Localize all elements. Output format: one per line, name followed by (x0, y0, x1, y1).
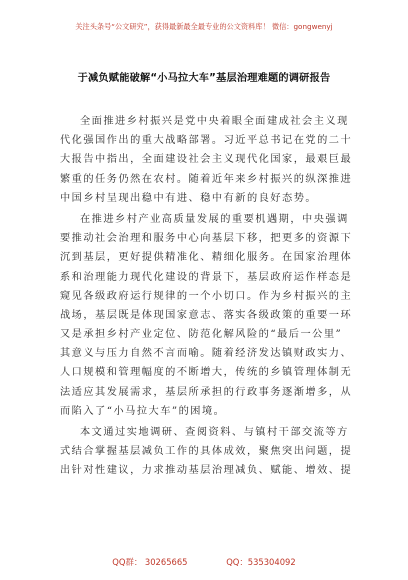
text-line: 式结合掌握基层减负工作的具体成效，聚焦突出问题，提 (60, 446, 353, 458)
document-title: 于减负赋能破解“小马拉大车”基层治理难题的调研报告 (77, 73, 331, 84)
footer-qq: QQ：535304092 (226, 557, 296, 567)
text-line: 代化强国作出的重大战略部署。习近平总书记在党的二十 (60, 135, 353, 147)
text-line: 大报告中指出，全面建设社会主义现代化国家，最艰巨最 (60, 154, 353, 166)
footer-qq-group: QQ群： 30265665 (112, 557, 188, 567)
text-line: 全面推进乡村振兴是党中央着眼全面建成社会主义现 (80, 116, 349, 127)
text-line: 人口规模和管理幅度的不断增大，传统的乡镇管理体制无 (60, 367, 353, 379)
text-line: 系和治理能力现代化建设的背景下，基层政府运作样态是 (60, 271, 353, 283)
text-line: 在推进乡村产业高质量发展的重要机遇期，中央强调 (80, 213, 349, 225)
paragraph-2 (60, 210, 360, 421)
paragraph-1 (60, 112, 360, 208)
header-note: 关注头条号“公文研究”，获得最新最全最专业的公文资料库！ 微信：gongwenyj (75, 22, 333, 31)
text-line: 又是承担乡村产业定位、防范化解风险的“最后一公里” (60, 329, 343, 341)
paragraph-3 (60, 423, 360, 481)
text-line: 本文通过实地调研、查阅资料、与镇村干部交流等方 (80, 427, 349, 438)
text-line: 战场，基层既是体现国家意志、落实各级政策的重要一环 (60, 309, 353, 321)
text-line: 法适应其发展需求，基层所承担的行政事务逐渐增多，从 (60, 386, 353, 398)
text-line: 要推动社会治理和服务中心向基层下移，把更多的资源下 (60, 233, 353, 245)
text-line: 中国乡村呈现出稳中有进、稳中有新的良好态势。 (60, 192, 318, 204)
footer-contact (0, 556, 408, 568)
text-line: 沉到基层，更好提供精准化、精细化服务。在国家治理体 (60, 252, 353, 264)
text-line: 出针对性建议，力求推动基层治理减负、赋能、增效、提 (60, 465, 353, 477)
text-line: 其意义与压力自然不言而喻。随着经济发达镇财政实力、 (60, 348, 353, 360)
document-body (60, 112, 360, 483)
text-line: 繁重的任务仍然在农村。随着近年来乡村振兴的纵深推进 (60, 173, 353, 185)
text-line: 窥见各级政府运行规律的一个小切口。作为乡村振兴的主 (60, 290, 353, 302)
text-line: 而陷入了“小马拉大车”的困境。 (60, 405, 226, 417)
